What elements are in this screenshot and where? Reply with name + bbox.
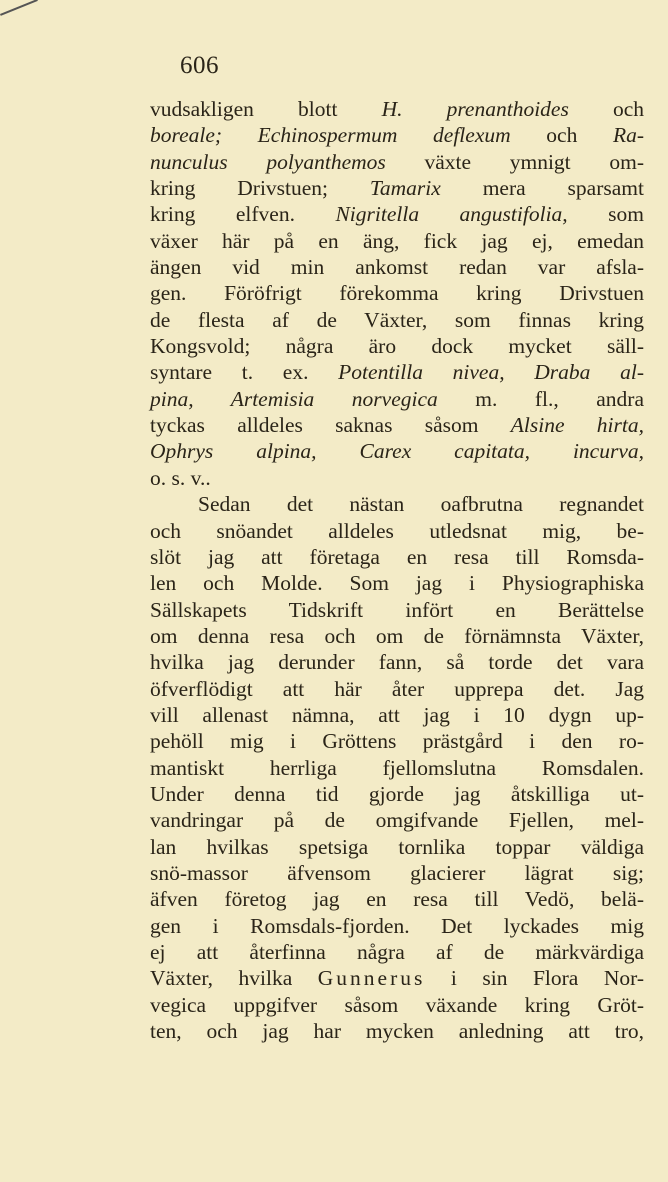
text-segment: växte ymnigt om-	[385, 149, 644, 174]
text-segment: ängen vid min ankomst redan var afsla-	[150, 255, 644, 280]
text-segment: tyckas alldeles saknas såsom	[150, 413, 511, 438]
text-segment: Kongsvold; några äro dock mycket säll-	[150, 334, 644, 359]
page-number: 606	[180, 52, 219, 79]
text-segment: och snöandet alldeles utledsnat mig, be-	[150, 518, 644, 543]
text-segment: ej att återfinna några af de märkvärdiga	[150, 940, 644, 964]
text-segment: i sin Flora Nor-	[425, 966, 644, 991]
text-segment: pehöll mig i Gröttens prästgård i den ro-	[150, 729, 644, 754]
text-segment: Växter, hvilka	[150, 966, 318, 991]
text-line	[150, 570, 644, 596]
text-line	[150, 254, 644, 280]
text-line	[150, 280, 644, 306]
italic-text-segment: H. prenanthoides	[381, 97, 569, 121]
text-line	[150, 939, 644, 965]
text-segment: Sällskapets Tidskrift infört en Berättelse	[150, 597, 644, 622]
text-segment: lan hvilkas spetsiga tornlika toppar väldiga	[150, 834, 644, 859]
text-line	[150, 307, 644, 333]
text-segment: len och Molde. Som jag i Physiographiska	[150, 571, 644, 596]
text-segment: hvilka jag derunder fann, så torde det vara	[150, 650, 644, 675]
text-line	[150, 228, 644, 254]
text-segment: o. s. v..	[150, 465, 211, 490]
text-line	[150, 860, 644, 886]
text-line	[150, 386, 644, 412]
text-segment: m. fl., andra	[437, 386, 644, 411]
text-segment: växer här på en äng, fick jag ej, emedan	[150, 228, 644, 253]
italic-text-segment: Nigritella angustifolia,	[335, 202, 568, 227]
text-segment: slöt jag att företaga en resa till Romsda-	[150, 544, 644, 569]
text-line	[150, 1018, 644, 1044]
text-line	[150, 623, 644, 649]
text-segment: om denna resa och om de förnämnsta Växter,	[150, 623, 644, 648]
text-line	[150, 201, 644, 227]
text-line	[150, 149, 644, 175]
text-line	[150, 781, 644, 807]
text-line	[150, 834, 644, 860]
text-line	[150, 438, 644, 464]
text-line	[150, 544, 644, 570]
italic-text-segment: pina, Artemisia norvegica	[150, 386, 438, 411]
italic-text-segment: Ophrys alpina, Carex capitata, incurva,	[150, 439, 644, 464]
text-line	[150, 728, 644, 754]
text-line	[150, 597, 644, 623]
italic-text-segment: nunculus polyanthemos	[150, 149, 386, 174]
text-line	[150, 96, 644, 122]
italic-text-segment: Ra-	[612, 123, 644, 148]
text-segment: kring Drivstuen;	[150, 176, 370, 201]
text-segment: mantiskt herrliga fjellomslutna Romsdalen.	[150, 755, 644, 780]
text-line	[150, 359, 644, 385]
text-segment: och	[568, 97, 644, 121]
text-line	[150, 676, 644, 702]
text-segment: vill allenast nämna, att jag i 10 dygn up-	[150, 702, 644, 727]
text-line	[150, 465, 644, 491]
text-segment: mera sparsamt	[440, 176, 644, 201]
text-segment: vandringar på de omgifvande Fjellen, mel-	[150, 808, 644, 833]
text-line	[150, 992, 644, 1018]
text-line	[150, 491, 644, 517]
text-segment: och	[510, 123, 613, 148]
text-segment: öfverflödigt att här åter upprepa det. Jag	[150, 676, 644, 701]
italic-text-segment: Tamarix	[369, 176, 441, 201]
page-body-text	[150, 96, 644, 1044]
text-segment: Gunnerus	[317, 966, 426, 991]
text-segment: snö-massor äfvensom glacierer lägrat sig;	[150, 860, 644, 885]
text-line	[150, 702, 644, 728]
text-line	[150, 886, 644, 912]
italic-text-segment: Potentilla nivea, Draba al-	[338, 360, 644, 385]
text-line	[150, 965, 644, 991]
text-line	[150, 333, 644, 359]
page-edge-mark	[0, 0, 38, 16]
text-line	[150, 122, 644, 148]
text-line	[150, 518, 644, 544]
text-line	[150, 649, 644, 675]
text-segment: syntare t. ex.	[150, 360, 339, 385]
text-segment: vegica uppgifver såsom växande kring Gröt-	[150, 992, 644, 1017]
text-segment: som	[567, 202, 644, 227]
text-segment: Under denna tid gjorde jag åtskilliga ut-	[150, 781, 644, 806]
text-segment: äfven företog jag en resa till Vedö, belä-	[150, 887, 644, 912]
text-segment: gen. Föröfrigt förekomma kring Drivstuen	[150, 281, 644, 306]
text-segment: vudsakligen blott	[150, 97, 382, 121]
text-line	[150, 412, 644, 438]
text-segment: Sedan det nästan oafbrutna regnandet	[198, 492, 644, 517]
text-segment: kring elfven.	[150, 202, 336, 227]
text-segment: de flesta af de Växter, som finnas kring	[150, 307, 644, 332]
text-line	[150, 913, 644, 939]
text-segment: gen i Romsdals-fjorden. Det lyckades mig	[150, 913, 644, 938]
text-line	[150, 807, 644, 833]
italic-text-segment: Alsine hirta,	[510, 413, 644, 438]
italic-text-segment: boreale; Echinospermum deflexum	[150, 123, 511, 148]
text-segment: ten, och jag har mycken anledning att tro,	[150, 1019, 644, 1044]
text-line	[150, 755, 644, 781]
text-line	[150, 175, 644, 201]
